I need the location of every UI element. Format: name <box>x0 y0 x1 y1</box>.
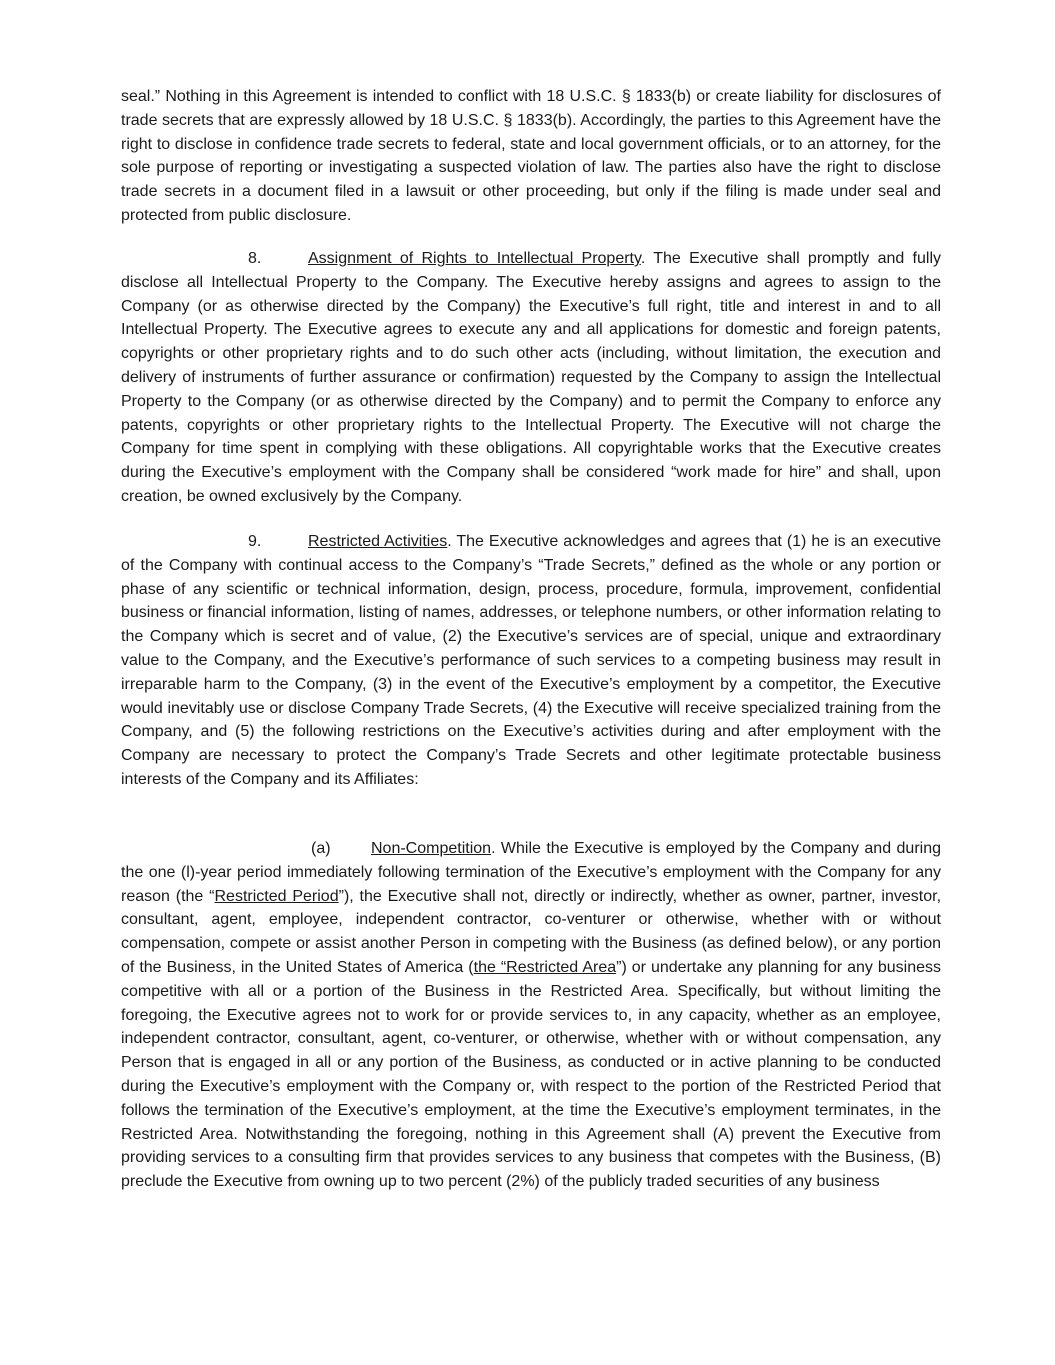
section-8-number: 8. <box>248 250 262 267</box>
section-8-heading: Assignment of Rights to Intellectual Property <box>308 250 641 267</box>
section-9a-body-2: ”), the Executive shall not, directly or indirectly, whether as owner, partner, investor, consultant, agent, employee, independent contractor, co-venturer or otherwise, whether with or without compensation, compete or assist another Person in competing with the Business (as defined below), or any portion of the Business, in the United States of America ( <box>121 887 942 976</box>
section-8-body: . The Executive shall promptly and fully disclose all Intellectual Property to the Company. The Executive hereby assigns and agrees to assign to the Company (or as otherwise directed by the Company) the Executive’s full right, title and interest in and to all Intellectual Property. The Executive agrees to execute any and all applications for domestic and foreign patents, copyrights or other proprietary rights and to do such other acts (including, without limitation, the execution and delivery of instruments of further assurance or confirmation) requested by the Company to assign the Intellectual Property to the Company (or as otherwise directed by the Company) and to permit the Company to enforce any patents, copyrights or other proprietary rights to the Intellectual Property. The Executive will not charge the Company for time spent in complying with these obligations. All copyrightable works that the Executive creates during the Executive’s employment with the Company shall be considered “work made for hire” and shall, upon creation, be owned exclusively by the Company. <box>121 250 941 505</box>
term-restricted-area: the “Restricted Area <box>473 958 617 976</box>
section-9-number: 9. <box>248 533 262 550</box>
continuation-paragraph-text: seal.” Nothing in this Agreement is intended to conflict with 18 U.S.C. § 1833(b) or create liability for disclosures of trade secrets that are expressly allowed by 18 U.S.C. § 1833(b). Accordingly, the parties to this Agreement have the right to disclose in confidence trade secrets to federal, state and local government officials, or to an attorney, for the sole purpose of reporting or investigating a suspected violation of law. The parties also have the right to disclose trade secrets in a document filed in a lawsuit or other proceeding, but only if the filing is made under seal and protected from public disclosure. <box>121 88 941 224</box>
section-8-paragraph <box>121 247 941 509</box>
section-9a-body-1: . While the Executive is employed by the Company and during the one (l)-year period immediately following termination of the Executive’s employment with the Company for any reason (the “ <box>121 840 941 905</box>
term-restricted-period: Restricted Period <box>214 887 339 905</box>
section-9a-heading: Non-Competition <box>371 840 492 857</box>
section-9a-number: (a) <box>311 840 331 857</box>
section-9-body: . The Executive acknowledges and agrees that (1) he is an executive of the Company with continual access to the Company’s “Trade Secrets,” defined as the whole or any portion or phase of any scientific or technical information, design, process, procedure, formula, improvement, confidential business or financial information, listing of names, addresses, or telephone numbers, or other information relating to the Company which is secret and of value, (2) the Executive’s services are of special, unique and extraordinary value to the Company, and the Executive’s performance of such services to a competing business may result in irreparable harm to the Company, (3) in the event of the Executive’s employment by a competitor, the Executive would inevitably use or disclose Company Trade Secrets, (4) the Executive will receive specialized training from the Company, and (5) the following restrictions on the Executive’s activities during and after employment with the Company are necessary to protect the Company’s Trade Secrets and other legitimate protectable business interests of the Company and its Affiliates: <box>121 533 941 788</box>
section-9-paragraph <box>121 530 941 792</box>
section-9-heading: Restricted Activities <box>308 533 448 550</box>
section-9a-paragraph <box>121 837 941 1194</box>
continuation-paragraph <box>121 85 941 228</box>
section-9a-body-3: ”) or undertake any planning for any business competitive with all or a portion of the Business in the Restricted Area. Specifically, but without limiting the foregoing, the Executive agrees not to work for or provide services to, in any capacity, whether as an employee, independent contractor, consultant, agent, co-venturer, or otherwise, whether with or without compensation, any Person that is engaged in all or any portion of the Business, as conducted or in active planning to be conducted during the Executive’s employment with the Company or, with respect to the portion of the Restricted Period that follows the termination of the Executive’s employment, at the time the Executive’s employment terminates, in the Restricted Area. Notwithstanding the foregoing, nothing in this Agreement shall (A) prevent the Executive from providing services to a consulting firm that provides services to any business that competes with the Business, (B) preclude the Executive from owning up to two percent (2%) of the publicly traded securities of any business <box>121 958 942 1191</box>
